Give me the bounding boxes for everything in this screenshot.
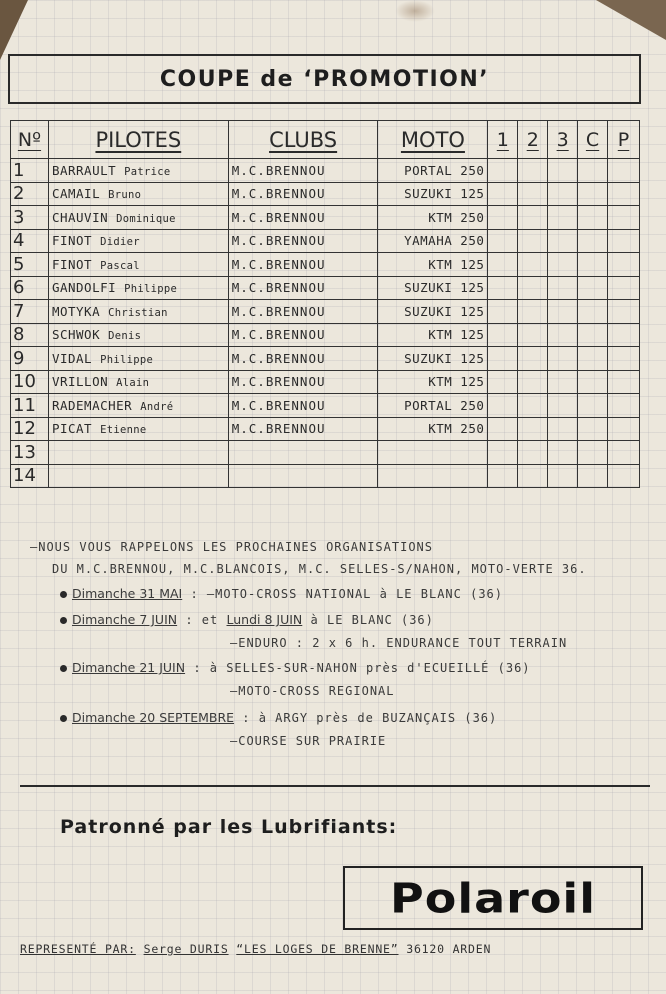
event-1 bbox=[60, 586, 503, 601]
divider bbox=[20, 785, 650, 787]
p-cell bbox=[608, 441, 640, 465]
round-1-cell bbox=[488, 394, 518, 418]
table-row bbox=[11, 464, 640, 488]
pilot-club: M.C.BRENNOU bbox=[228, 370, 378, 394]
round-1-cell bbox=[488, 464, 518, 488]
p-cell bbox=[608, 276, 640, 300]
round-2-cell bbox=[518, 159, 548, 183]
pilot-last-name: CAMAIL bbox=[51, 186, 101, 202]
pilot-club: M.C.BRENNOU bbox=[228, 159, 378, 183]
event-2-date-1: Dimanche 7 JUIN bbox=[72, 612, 178, 627]
p-cell bbox=[608, 394, 640, 418]
round-2-cell bbox=[518, 394, 548, 418]
round-2-cell bbox=[518, 182, 548, 206]
round-3-cell bbox=[548, 464, 578, 488]
pilot-club: M.C.BRENNOU bbox=[228, 323, 378, 347]
event-4-sub: —COURSE SUR PRAIRIE bbox=[230, 734, 387, 748]
pilot-club: M.C.BRENNOU bbox=[228, 253, 378, 277]
pilot-moto: PORTAL 250 bbox=[378, 159, 488, 183]
round-3-cell bbox=[548, 441, 578, 465]
event-4-text: : à ARGY près de BUZANÇAIS (36) bbox=[242, 711, 498, 725]
round-2-cell bbox=[518, 323, 548, 347]
pilot-name bbox=[48, 182, 228, 206]
pilot-number: 14 bbox=[11, 464, 49, 488]
round-2-cell bbox=[518, 441, 548, 465]
table-row bbox=[11, 182, 640, 206]
c-cell bbox=[578, 441, 608, 465]
event-2-connector: : et bbox=[185, 613, 219, 627]
pilot-last-name: VRILLON bbox=[51, 374, 109, 390]
header-clubs: CLUBS bbox=[228, 121, 378, 159]
pilot-club: M.C.BRENNOU bbox=[228, 182, 378, 206]
pilot-first-name: Didier bbox=[100, 236, 140, 249]
c-cell bbox=[578, 370, 608, 394]
event-3-sub: —MOTO-CROSS REGIONAL bbox=[230, 684, 395, 698]
round-2-cell bbox=[518, 253, 548, 277]
round-3-cell bbox=[548, 206, 578, 230]
pilot-number: 12 bbox=[11, 417, 49, 441]
round-2-cell bbox=[518, 370, 548, 394]
table-row bbox=[11, 229, 640, 253]
table-row bbox=[11, 347, 640, 371]
round-1-cell bbox=[488, 253, 518, 277]
c-cell bbox=[578, 182, 608, 206]
round-1-cell bbox=[488, 417, 518, 441]
p-cell bbox=[608, 347, 640, 371]
pilot-name bbox=[48, 370, 228, 394]
pilot-name bbox=[48, 394, 228, 418]
torn-corner-left bbox=[0, 0, 28, 60]
pilot-number: 1 bbox=[11, 159, 49, 183]
pilot-first-name: Philippe bbox=[124, 283, 178, 296]
p-cell bbox=[608, 159, 640, 183]
title-box bbox=[8, 54, 641, 104]
pilot-name bbox=[48, 323, 228, 347]
table-row bbox=[11, 417, 640, 441]
c-cell bbox=[578, 206, 608, 230]
representative-address: 36120 ARDEN bbox=[406, 942, 492, 956]
page-title: COUPE de ‘PROMOTION’ bbox=[159, 66, 490, 92]
table-row bbox=[11, 159, 640, 183]
pilot-name bbox=[48, 417, 228, 441]
representative-name: Serge DURIS bbox=[143, 942, 229, 956]
pilot-club: M.C.BRENNOU bbox=[228, 276, 378, 300]
round-3-cell bbox=[548, 253, 578, 277]
pilot-moto: KTM 250 bbox=[378, 417, 488, 441]
p-cell bbox=[608, 370, 640, 394]
pilot-first-name: Bruno bbox=[108, 189, 142, 202]
sponsor-label: Patronné par les Lubrifiants: bbox=[60, 816, 398, 838]
header-moto: MOTO bbox=[378, 121, 488, 159]
pilot-last-name: MOTYKA bbox=[51, 303, 101, 319]
table-header-row bbox=[11, 121, 640, 159]
pilot-club: M.C.BRENNOU bbox=[228, 300, 378, 324]
pilot-number: 9 bbox=[11, 347, 49, 371]
bullet-icon bbox=[60, 617, 67, 624]
pilot-club: M.C.BRENNOU bbox=[228, 347, 378, 371]
pilot-name bbox=[48, 300, 228, 324]
pilot-first-name: Philippe bbox=[100, 353, 154, 366]
pilot-number: 13 bbox=[11, 441, 49, 465]
event-4 bbox=[60, 710, 497, 725]
event-3-text: : à SELLES-SUR-NAHON près d'ECUEILLÉ (36) bbox=[193, 661, 531, 675]
round-2-cell bbox=[518, 347, 548, 371]
pilot-moto: SUZUKI 125 bbox=[378, 276, 488, 300]
table-body bbox=[11, 159, 640, 488]
round-3-cell bbox=[548, 159, 578, 183]
pilot-club: M.C.BRENNOU bbox=[228, 206, 378, 230]
events-intro-line-2: DU M.C.BRENNOU, M.C.BLANCOIS, M.C. SELLES-S/NAHON, MOTO-VERTE 36. bbox=[52, 562, 587, 576]
pilot-moto: SUZUKI 125 bbox=[378, 300, 488, 324]
pilot-first-name: Etienne bbox=[100, 424, 147, 437]
header-round-2: 2 bbox=[518, 121, 548, 159]
round-1-cell bbox=[488, 323, 518, 347]
header-pilotes: PILOTES bbox=[48, 121, 228, 159]
event-3 bbox=[60, 660, 531, 675]
header-p: P bbox=[608, 121, 640, 159]
round-1-cell bbox=[488, 276, 518, 300]
round-2-cell bbox=[518, 300, 548, 324]
pilot-moto: YAMAHA 250 bbox=[378, 229, 488, 253]
pilot-last-name: RADEMACHER bbox=[51, 397, 133, 413]
pilot-number: 10 bbox=[11, 370, 49, 394]
pilot-last-name: CHAUVIN bbox=[51, 209, 109, 225]
pilot-moto: KTM 125 bbox=[378, 370, 488, 394]
table-row bbox=[11, 394, 640, 418]
torn-corner-right bbox=[596, 0, 666, 40]
event-2 bbox=[60, 612, 434, 627]
pilot-last-name: VIDAL bbox=[51, 350, 93, 366]
pilot-club bbox=[228, 464, 378, 488]
header-round-3: 3 bbox=[548, 121, 578, 159]
c-cell bbox=[578, 464, 608, 488]
table-row bbox=[11, 276, 640, 300]
event-2-text: à LE BLANC (36) bbox=[310, 613, 434, 627]
c-cell bbox=[578, 300, 608, 324]
round-1-cell bbox=[488, 182, 518, 206]
pilot-number: 11 bbox=[11, 394, 49, 418]
p-cell bbox=[608, 229, 640, 253]
bullet-icon bbox=[60, 665, 67, 672]
event-1-date: Dimanche 31 MAI bbox=[72, 586, 183, 601]
table-row bbox=[11, 370, 640, 394]
pilot-moto: SUZUKI 125 bbox=[378, 347, 488, 371]
event-3-date: Dimanche 21 JUIN bbox=[72, 660, 186, 675]
p-cell bbox=[608, 464, 640, 488]
header-c: C bbox=[578, 121, 608, 159]
p-cell bbox=[608, 323, 640, 347]
round-3-cell bbox=[548, 182, 578, 206]
pilot-number: 5 bbox=[11, 253, 49, 277]
c-cell bbox=[578, 229, 608, 253]
round-1-cell bbox=[488, 370, 518, 394]
table-row bbox=[11, 323, 640, 347]
pilot-name bbox=[48, 464, 228, 488]
c-cell bbox=[578, 253, 608, 277]
p-cell bbox=[608, 206, 640, 230]
pilot-last-name: SCHWOK bbox=[51, 327, 101, 343]
p-cell bbox=[608, 182, 640, 206]
table-row bbox=[11, 206, 640, 230]
c-cell bbox=[578, 323, 608, 347]
round-1-cell bbox=[488, 159, 518, 183]
round-2-cell bbox=[518, 276, 548, 300]
pilot-number: 6 bbox=[11, 276, 49, 300]
round-2-cell bbox=[518, 229, 548, 253]
pilot-last-name: FINOT bbox=[51, 233, 93, 249]
round-3-cell bbox=[548, 370, 578, 394]
pilot-name bbox=[48, 276, 228, 300]
pilot-number: 4 bbox=[11, 229, 49, 253]
pilot-moto: PORTAL 250 bbox=[378, 394, 488, 418]
pilot-last-name: FINOT bbox=[51, 256, 93, 272]
pilot-name bbox=[48, 159, 228, 183]
round-1-cell bbox=[488, 229, 518, 253]
round-3-cell bbox=[548, 394, 578, 418]
pilot-name bbox=[48, 206, 228, 230]
round-1-cell bbox=[488, 300, 518, 324]
pilot-first-name: André bbox=[140, 400, 174, 413]
round-1-cell bbox=[488, 441, 518, 465]
pilots-table bbox=[10, 120, 640, 488]
pilot-number: 2 bbox=[11, 182, 49, 206]
polaroil-logo bbox=[343, 866, 643, 930]
bullet-icon bbox=[60, 591, 67, 598]
round-2-cell bbox=[518, 464, 548, 488]
event-1-text: : —MOTO-CROSS NATIONAL à LE BLANC (36) bbox=[190, 587, 503, 601]
pilot-first-name: Christian bbox=[108, 306, 168, 319]
pilot-name bbox=[48, 441, 228, 465]
brand-name: Polaroil bbox=[390, 873, 596, 923]
c-cell bbox=[578, 394, 608, 418]
event-2-date-2: Lundi 8 JUIN bbox=[226, 612, 303, 627]
pilot-moto bbox=[378, 464, 488, 488]
pilot-first-name: Dominique bbox=[116, 212, 176, 225]
events-intro-line-1: —NOUS VOUS RAPPELONS LES PROCHAINES ORGANISATIONS bbox=[30, 540, 434, 554]
pilot-last-name: BARRAULT bbox=[51, 162, 117, 178]
round-3-cell bbox=[548, 347, 578, 371]
pilot-first-name: Patrice bbox=[124, 165, 171, 178]
pilot-first-name: Denis bbox=[108, 330, 142, 343]
pilot-last-name: PICAT bbox=[51, 421, 93, 437]
pilot-moto: KTM 125 bbox=[378, 323, 488, 347]
pilot-club: M.C.BRENNOU bbox=[228, 417, 378, 441]
pilot-moto: SUZUKI 125 bbox=[378, 182, 488, 206]
round-3-cell bbox=[548, 323, 578, 347]
event-2-sub: —ENDURO : 2 x 6 h. ENDURANCE TOUT TERRAIN bbox=[230, 636, 568, 650]
paper-stain bbox=[395, 0, 435, 22]
pilot-number: 3 bbox=[11, 206, 49, 230]
pilot-club: M.C.BRENNOU bbox=[228, 229, 378, 253]
pilot-moto: KTM 250 bbox=[378, 206, 488, 230]
c-cell bbox=[578, 347, 608, 371]
round-1-cell bbox=[488, 206, 518, 230]
pilot-name bbox=[48, 229, 228, 253]
header-number: Nº bbox=[11, 121, 49, 159]
table-row bbox=[11, 253, 640, 277]
pilot-name bbox=[48, 253, 228, 277]
round-3-cell bbox=[548, 229, 578, 253]
p-cell bbox=[608, 417, 640, 441]
round-3-cell bbox=[548, 417, 578, 441]
p-cell bbox=[608, 253, 640, 277]
pilot-club bbox=[228, 441, 378, 465]
header-round-1: 1 bbox=[488, 121, 518, 159]
pilot-number: 8 bbox=[11, 323, 49, 347]
pilot-moto bbox=[378, 441, 488, 465]
round-2-cell bbox=[518, 417, 548, 441]
round-3-cell bbox=[548, 276, 578, 300]
round-3-cell bbox=[548, 300, 578, 324]
bullet-icon bbox=[60, 715, 67, 722]
pilot-club: M.C.BRENNOU bbox=[228, 394, 378, 418]
representative-place: “LES LOGES DE BRENNE” bbox=[236, 942, 399, 956]
pilot-last-name: GANDOLFI bbox=[51, 280, 117, 296]
representative-label: REPRESENTÉ PAR: bbox=[20, 942, 136, 956]
pilot-first-name: Alain bbox=[116, 377, 150, 390]
c-cell bbox=[578, 159, 608, 183]
pilot-first-name: Pascal bbox=[100, 259, 140, 272]
pilot-name bbox=[48, 347, 228, 371]
event-4-date: Dimanche 20 SEPTEMBRE bbox=[72, 710, 235, 725]
round-2-cell bbox=[518, 206, 548, 230]
table-row bbox=[11, 441, 640, 465]
pilot-number: 7 bbox=[11, 300, 49, 324]
pilot-moto: KTM 125 bbox=[378, 253, 488, 277]
c-cell bbox=[578, 417, 608, 441]
round-1-cell bbox=[488, 347, 518, 371]
p-cell bbox=[608, 300, 640, 324]
representative-line bbox=[20, 942, 666, 956]
table-row bbox=[11, 300, 640, 324]
c-cell bbox=[578, 276, 608, 300]
